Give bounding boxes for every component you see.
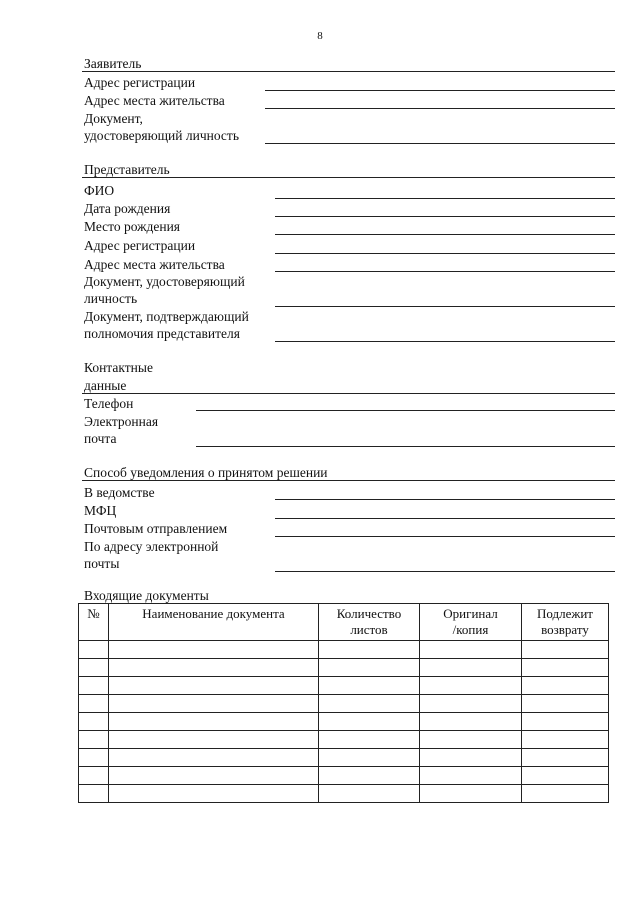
table-cell[interactable] bbox=[109, 785, 319, 803]
table-cell[interactable] bbox=[420, 785, 522, 803]
representative-section-title: Представитель bbox=[84, 162, 170, 177]
table-cell[interactable] bbox=[522, 785, 609, 803]
col-sheet-count-line1: Количество bbox=[336, 606, 402, 621]
table-cell[interactable] bbox=[522, 677, 609, 695]
applicant-registration-address-label: Адрес регистрации bbox=[84, 75, 196, 90]
col-return-header bbox=[522, 604, 609, 641]
applicant-residence-address-label: Адрес места жительства bbox=[84, 93, 225, 108]
contacts-section-rule bbox=[82, 393, 615, 394]
table-header-row bbox=[79, 604, 609, 641]
table-row bbox=[79, 749, 609, 767]
table-cell[interactable] bbox=[522, 641, 609, 659]
table-cell[interactable] bbox=[79, 731, 109, 749]
table-cell[interactable] bbox=[420, 641, 522, 659]
representative-fullname-label: ФИО bbox=[84, 183, 115, 198]
table-cell[interactable] bbox=[319, 641, 420, 659]
phone-field[interactable] bbox=[196, 410, 615, 411]
applicant-id-document-label-line2: удостоверяющий личность bbox=[84, 128, 239, 143]
table-cell[interactable] bbox=[109, 713, 319, 731]
table-cell[interactable] bbox=[109, 767, 319, 785]
representative-birthplace-label: Место рождения bbox=[84, 219, 181, 234]
col-sheet-count-header bbox=[319, 604, 420, 641]
table-row bbox=[79, 677, 609, 695]
table-cell[interactable] bbox=[109, 641, 319, 659]
notify-mfc-label: МФЦ bbox=[84, 503, 117, 518]
table-cell[interactable] bbox=[319, 659, 420, 677]
notify-by-email-label-line2: почты bbox=[84, 556, 120, 571]
representative-fullname-field[interactable] bbox=[275, 198, 615, 199]
table-cell[interactable] bbox=[319, 713, 420, 731]
representative-id-document-field[interactable] bbox=[275, 306, 615, 307]
table-cell[interactable] bbox=[319, 695, 420, 713]
table-cell[interactable] bbox=[522, 731, 609, 749]
table-cell[interactable] bbox=[522, 713, 609, 731]
col-return-line1: Подлежит bbox=[536, 606, 593, 621]
table-cell[interactable] bbox=[420, 713, 522, 731]
notify-by-post-field[interactable] bbox=[275, 536, 615, 537]
table-row bbox=[79, 785, 609, 803]
table-cell[interactable] bbox=[319, 785, 420, 803]
applicant-id-document-field[interactable] bbox=[265, 143, 615, 144]
table-cell[interactable] bbox=[109, 695, 319, 713]
col-document-name-header bbox=[109, 604, 319, 641]
table-cell[interactable] bbox=[319, 749, 420, 767]
representative-id-document-label-line2: личность bbox=[84, 291, 138, 306]
table-row bbox=[79, 641, 609, 659]
table-cell[interactable] bbox=[522, 749, 609, 767]
table-cell[interactable] bbox=[319, 767, 420, 785]
table-cell[interactable] bbox=[420, 767, 522, 785]
table-cell[interactable] bbox=[79, 695, 109, 713]
representative-birthplace-field[interactable] bbox=[275, 234, 615, 235]
table-cell[interactable] bbox=[522, 767, 609, 785]
representative-birthdate-field[interactable] bbox=[275, 216, 615, 217]
notify-by-post-label: Почтовым отправлением bbox=[84, 521, 228, 536]
representative-authority-document-label-line2: полномочия представителя bbox=[84, 326, 240, 341]
table-cell[interactable] bbox=[319, 677, 420, 695]
notify-in-agency-field[interactable] bbox=[275, 499, 615, 500]
notify-by-email-field[interactable] bbox=[275, 571, 615, 572]
contacts-section-title-line2: данные bbox=[84, 378, 127, 393]
table-cell[interactable] bbox=[420, 677, 522, 695]
notify-mfc-field[interactable] bbox=[275, 518, 615, 519]
incoming-documents-table bbox=[78, 603, 609, 803]
col-number-header bbox=[79, 604, 109, 641]
email-label-line2: почта bbox=[84, 431, 117, 446]
contacts-section-title-line1: Контактные bbox=[84, 360, 153, 375]
table-cell[interactable] bbox=[109, 731, 319, 749]
documents-section-title: Входящие документы bbox=[84, 588, 209, 603]
col-sheet-count-line2: листов bbox=[350, 622, 388, 637]
page-number: 8 bbox=[317, 30, 323, 42]
table-row bbox=[79, 767, 609, 785]
representative-registration-address-label: Адрес регистрации bbox=[84, 238, 196, 253]
applicant-section-title: Заявитель bbox=[84, 56, 142, 71]
representative-birthdate-label: Дата рождения bbox=[84, 201, 171, 216]
table-cell[interactable] bbox=[319, 731, 420, 749]
table-cell[interactable] bbox=[522, 695, 609, 713]
table-cell[interactable] bbox=[79, 641, 109, 659]
table-cell[interactable] bbox=[79, 785, 109, 803]
table-row bbox=[79, 713, 609, 731]
table-cell[interactable] bbox=[79, 767, 109, 785]
table-cell[interactable] bbox=[420, 659, 522, 677]
table-row bbox=[79, 659, 609, 677]
table-cell[interactable] bbox=[420, 731, 522, 749]
col-return-line2: возврату bbox=[541, 622, 589, 637]
col-original-copy-line1: Оригинал bbox=[443, 606, 498, 621]
notification-section-title: Способ уведомления о принятом решении bbox=[84, 465, 328, 480]
table-cell[interactable] bbox=[522, 659, 609, 677]
representative-registration-address-field[interactable] bbox=[275, 253, 615, 254]
table-cell[interactable] bbox=[420, 749, 522, 767]
table-cell[interactable] bbox=[79, 659, 109, 677]
table-cell[interactable] bbox=[109, 749, 319, 767]
applicant-id-document-label-line1: Документ, bbox=[84, 111, 143, 126]
col-number-text: № bbox=[87, 606, 100, 621]
table-cell[interactable] bbox=[79, 677, 109, 695]
representative-authority-document-label-line1: Документ, подтверждающий bbox=[84, 309, 249, 324]
representative-authority-document-field[interactable] bbox=[275, 341, 615, 342]
table-body bbox=[79, 641, 609, 803]
applicant-registration-address-field[interactable] bbox=[265, 90, 615, 91]
applicant-section-rule bbox=[82, 71, 615, 72]
representative-residence-address-field[interactable] bbox=[275, 271, 615, 272]
representative-section-rule bbox=[82, 177, 615, 178]
table-cell[interactable] bbox=[79, 713, 109, 731]
table-cell[interactable] bbox=[109, 677, 319, 695]
table-cell[interactable] bbox=[420, 695, 522, 713]
phone-label: Телефон bbox=[84, 396, 134, 411]
email-field[interactable] bbox=[196, 446, 615, 447]
notify-by-email-label-line1: По адресу электронной bbox=[84, 539, 219, 554]
notification-section-rule bbox=[82, 480, 615, 481]
table-cell[interactable] bbox=[79, 749, 109, 767]
table-cell[interactable] bbox=[109, 659, 319, 677]
table-row bbox=[79, 695, 609, 713]
table-row bbox=[79, 731, 609, 749]
col-original-copy-line2: /копия bbox=[452, 622, 489, 637]
email-label-line1: Электронная bbox=[84, 414, 159, 429]
col-document-name-text: Наименование документа bbox=[142, 606, 285, 621]
representative-residence-address-label: Адрес места жительства bbox=[84, 257, 225, 272]
applicant-residence-address-field[interactable] bbox=[265, 108, 615, 109]
col-original-copy-header bbox=[420, 604, 522, 641]
representative-id-document-label-line1: Документ, удостоверяющий bbox=[84, 274, 245, 289]
notify-in-agency-label: В ведомстве bbox=[84, 485, 155, 500]
